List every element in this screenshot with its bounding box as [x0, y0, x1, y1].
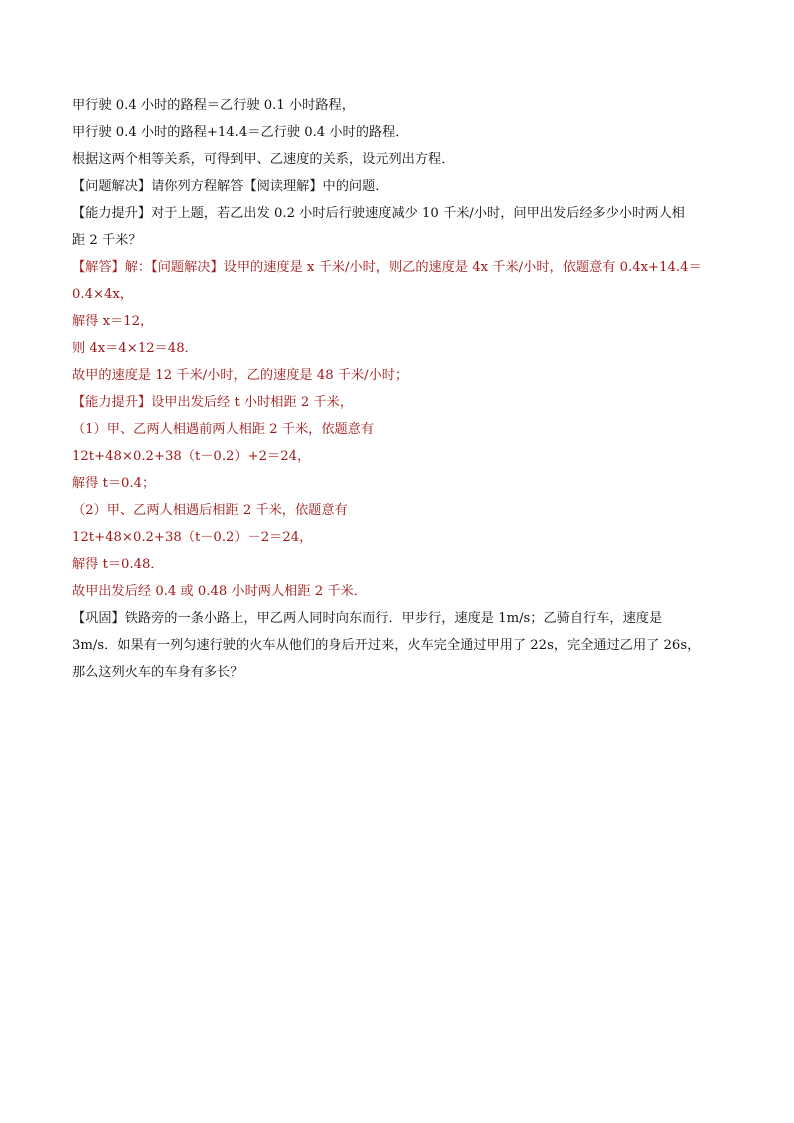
ability-improvement-prompt-cont: 距 2 千米？: [72, 233, 142, 248]
text-line: 甲行驶 0.4 小时的路程+14.4＝乙行驶 0.4 小时的路程．: [72, 125, 409, 140]
answer-case-1-solution: 解得 t＝0.4；: [72, 476, 156, 491]
text-line: 根据这两个相等关系，可得到甲、乙速度的关系，设元列出方程．: [72, 152, 455, 167]
answer-conclusion: 故甲出发后经 0.4 或 0.48 小时两人相距 2 千米．: [72, 584, 367, 599]
consolidation-problem-cont: 3m/s．如果有一列匀速行驶的火车从他们的身后开过来，火车完全通过甲用了 22s，完全通过乙用了 26s，: [72, 638, 701, 653]
answer-case-2-solution: 解得 t＝0.48．: [72, 557, 164, 572]
answer-solution-x: 解得 x＝12，: [72, 314, 154, 329]
answer-case-2: （2）甲、乙两人相遇后相距 2 千米，依题意有: [72, 503, 348, 518]
consolidation-question: 那么这列火车的车身有多长？: [72, 665, 244, 680]
consolidation-problem: 【巩固】铁路旁的一条小路上，甲乙两人同时向东而行．甲步行，速度是 1m/s；乙骑自行车，速度是: [72, 611, 663, 626]
ability-improvement-prompt: 【能力提升】对于上题，若乙出发 0.2 小时后行驶速度减少 10 千米/小时，问甲出发后经多少小时两人相: [72, 206, 685, 221]
answer-ability-heading: 【能力提升】设甲出发后经 t 小时相距 2 千米，: [72, 395, 354, 410]
answer-heading: 【解答】解：【问题解决】设甲的速度是 x 千米/小时，则乙的速度是 4x 千米/小时，依题意有 0.4x+14.4＝: [72, 260, 702, 275]
answer-case-1-equation: 12t+48×0.2+38（t－0.2）+2＝24，: [72, 449, 311, 464]
answer-calc-4x: 则 4x＝4×12＝48．: [72, 341, 198, 356]
text-line: 甲行驶 0.4 小时的路程＝乙行驶 0.1 小时路程，: [72, 98, 355, 113]
answer-case-2-equation: 12t+48×0.2+38（t－0.2）－2＝24，: [72, 530, 313, 545]
document-body: [72, 92, 732, 686]
answer-case-1: （1）甲、乙两人相遇前两人相距 2 千米，依题意有: [72, 422, 375, 437]
answer-equation: 0.4×4x，: [72, 287, 134, 302]
problem-solving-prompt: 【问题解决】请你列方程解答【阅读理解】中的问题．: [72, 179, 389, 194]
answer-speeds: 故甲的速度是 12 千米/小时，乙的速度是 48 千米/小时；: [72, 368, 409, 383]
